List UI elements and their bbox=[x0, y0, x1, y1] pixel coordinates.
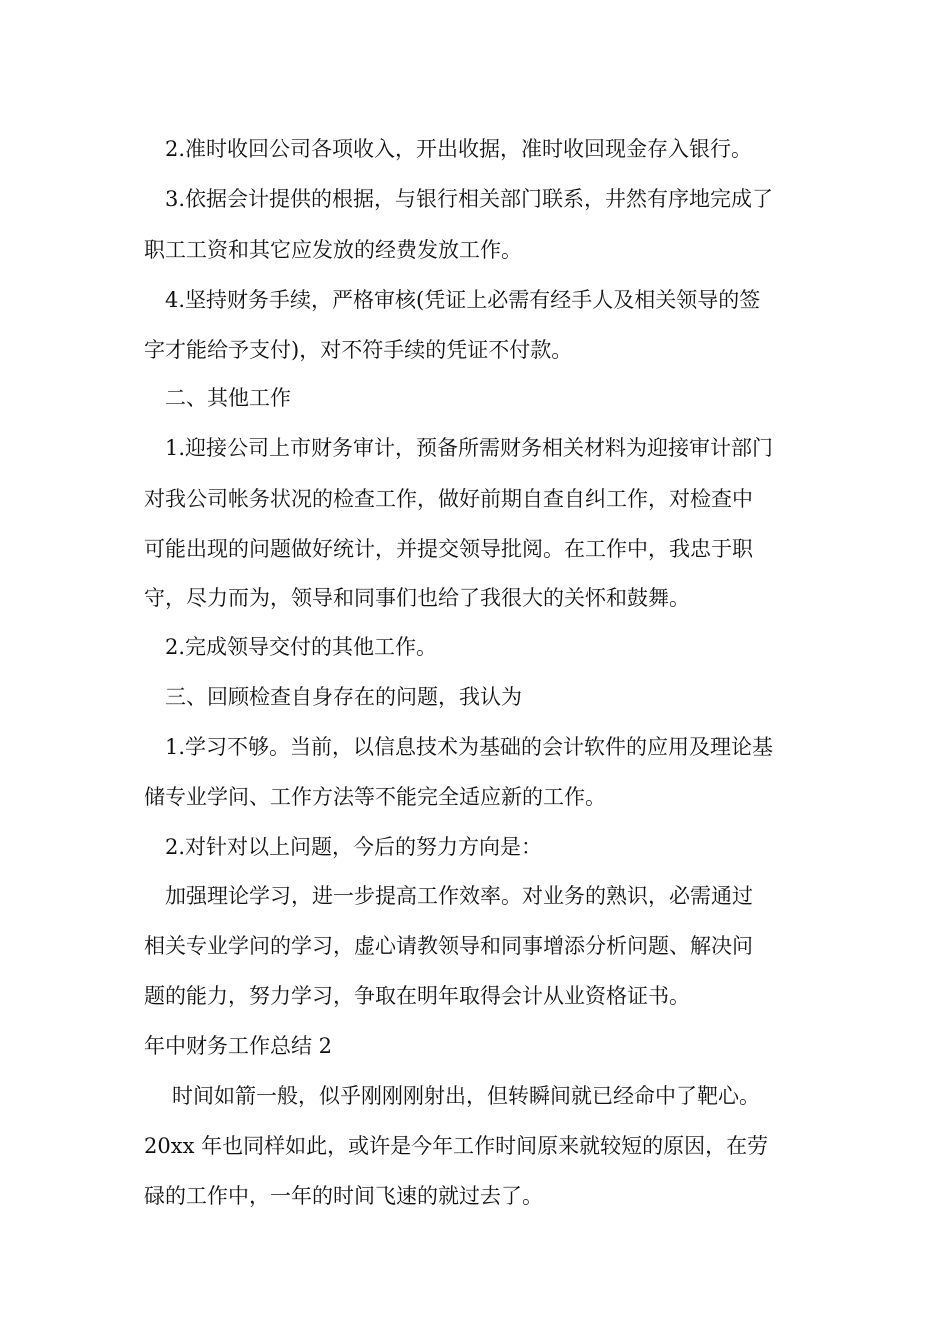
paragraph-line: 加强理论学习，进一步提高工作效率。对业务的熟识，必需通过 bbox=[165, 884, 753, 908]
paragraph-line: 3.依据会计提供的根据，与银行相关部门联系，井然有序地完成了 bbox=[165, 187, 774, 211]
paragraph-line: 职工工资和其它应发放的经费发放工作。 bbox=[144, 238, 522, 262]
paragraph-line: 1.学习不够。当前，以信息技术为基础的会计软件的应用及理论基 bbox=[165, 735, 774, 759]
paragraph-line: 1.迎接公司上市财务审计，预备所需财务相关材料为迎接审计部门 bbox=[165, 436, 774, 460]
paragraph-line: 2.完成领导交付的其他工作。 bbox=[165, 635, 438, 659]
paragraph-line: 4.坚持财务手续，严格审核(凭证上必需有经手人及相关领导的签 bbox=[165, 288, 761, 312]
paragraph-line: 20xx 年也同样如此，或许是今年工作时间原来就较短的原因，在劳 bbox=[144, 1134, 769, 1158]
paragraph-line: 2.准时收回公司各项收入，开出收据，准时收回现金存入银行。 bbox=[165, 137, 753, 161]
paragraph-line: 守，尽力而为，领导和同事们也给了我很大的关怀和鼓舞。 bbox=[144, 586, 690, 610]
paragraph-line: 碌的工作中，一年的时间飞速的就过去了。 bbox=[144, 1184, 543, 1208]
paragraph-line: 题的能力，努力学习，争取在明年取得会计从业资格证书。 bbox=[144, 984, 690, 1008]
document-title: 年中财务工作总结 2 bbox=[144, 1034, 333, 1058]
paragraph-line: 时间如箭一般，似乎刚刚刚射出，但转瞬间就已经命中了靶心。 bbox=[172, 1084, 760, 1108]
paragraph-line: 可能出现的问题做好统计，并提交领导批阅。在工作中，我忠于职 bbox=[144, 537, 753, 561]
paragraph-line: 储专业学问、工作方法等不能完全适应新的工作。 bbox=[144, 785, 606, 809]
section-heading: 二、其他工作 bbox=[165, 386, 291, 410]
paragraph-line: 相关专业学问的学习，虚心请教领导和同事增添分析问题、解决问 bbox=[144, 934, 753, 958]
paragraph-line: 字才能给予支付)，对不符手续的凭证不付款。 bbox=[144, 338, 573, 362]
paragraph-line: 对我公司帐务状况的检查工作，做好前期自查自纠工作，对检查中 bbox=[144, 487, 753, 511]
paragraph-line: 2.对针对以上问题，今后的努力方向是： bbox=[165, 835, 543, 859]
section-heading: 三、回顾检查自身存在的问题，我认为 bbox=[165, 685, 522, 709]
